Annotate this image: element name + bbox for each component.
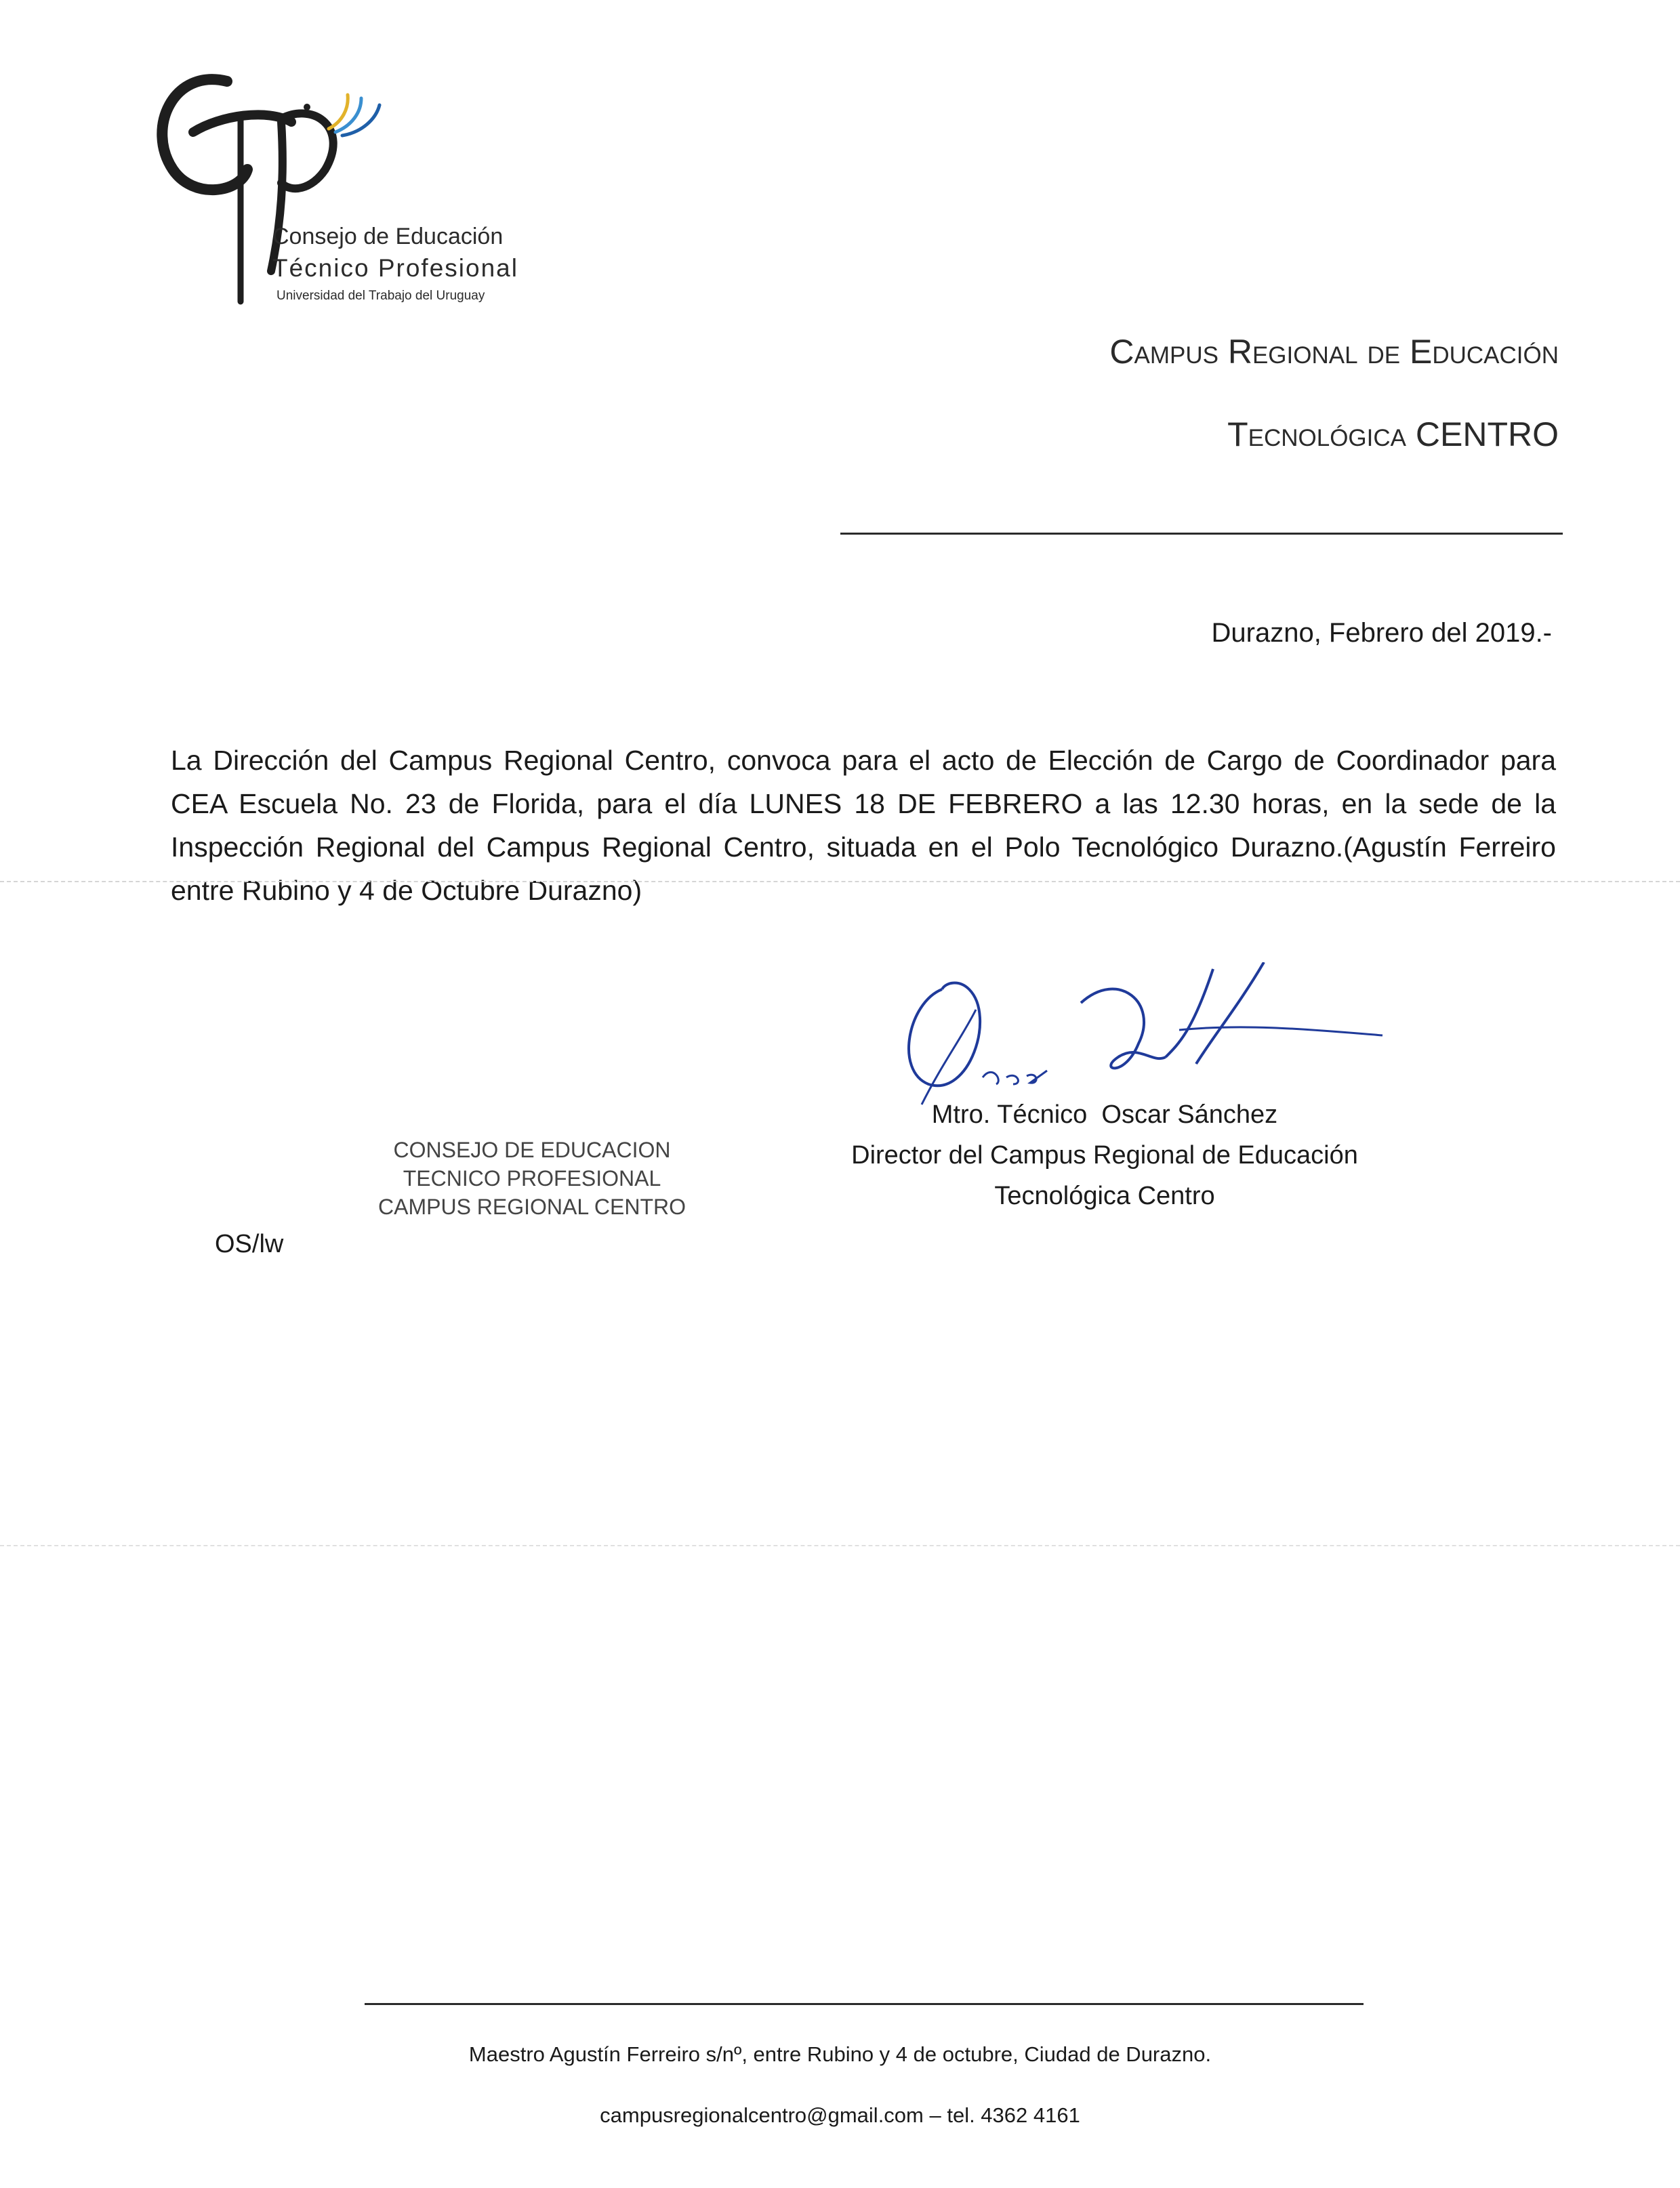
document-date: Durazno, Febrero del 2019.- [1211,618,1552,648]
signatory-title-line1: Director del Campus Regional de Educación [851,1141,1358,1170]
stamp-line2: TECNICO PROFESIONAL [403,1166,661,1191]
footer-divider [365,2003,1364,2005]
fold-line [0,881,1680,882]
signature-block [800,1094,1410,1216]
header-title-line2: Tecnológica CENTRO [1227,415,1559,453]
fold-line [0,1545,1680,1546]
reference-initials: OS/lw [215,1230,284,1258]
signatory-title-line2: Tecnológica Centro [994,1182,1215,1210]
footer-contact: campusregionalcentro@gmail.com – tel. 4362 4161 [600,2103,1080,2127]
logo-text-line2: Técnico Profesional [272,254,518,282]
header-divider [840,533,1563,535]
stamp-line3: CAMPUS REGIONAL CENTRO [378,1195,686,1219]
signatory-name: Mtro. Técnico Oscar Sánchez [931,1100,1278,1129]
header-title-line1: Campus Regional de Educación [1109,333,1559,371]
logo-text-line3: Universidad del Trabajo del Uruguay [276,289,485,303]
footer-address: Maestro Agustín Ferreiro s/nº, entre Rubino y 4 de octubre, Ciudad de Durazno. [468,2042,1212,2066]
logo-text-line1: Consejo de Educación [272,224,504,249]
institution-stamp [352,1136,712,1221]
body-paragraph: La Dirección del Campus Regional Centro, convoca para el acto de Elección de Cargo de Coordinador para CEA Escuela No. 23 de Florida, para el día LUNES 18 DE FEBRERO a las 12.30 horas, en la sede de la Inspección Regional del Campus Regional Centro, situada en el Polo Tecnológico Durazno.(Agustín Ferreiro entre Rubino y 4 de Octubre Durazno) [171,745,1556,906]
stamp-line1: CONSEJO DE EDUCACION [393,1138,671,1162]
